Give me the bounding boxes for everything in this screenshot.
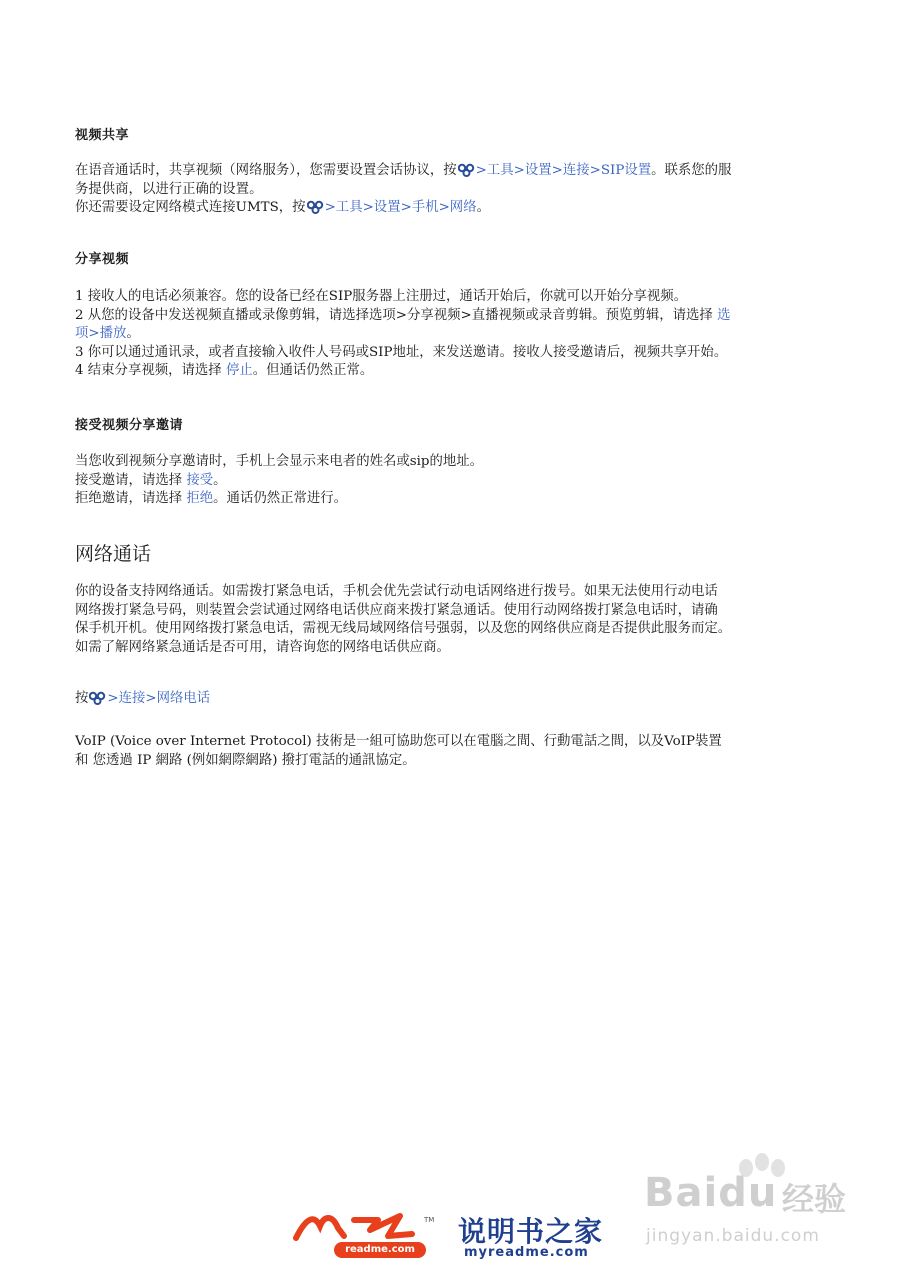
network-path-link[interactable]: >工具>设置>手机>网络 [324,200,477,215]
logo-sub: readme.com [334,1242,426,1258]
baidu-brand: Baidu [644,1170,778,1216]
video-share-paragraph [75,162,841,218]
net-call-paragraph [75,583,841,657]
text-span: 。 [476,200,490,215]
section-title-accept-invite: 接受视频分享邀请 [75,418,184,433]
step-1: 1 接收人的电话必须兼容。您的设备已经在SIP服务器上注册过，通话开始后，你就可以开始分享视频。 [75,289,688,304]
text-line: 保手机开机。使用网络拨打紧急电话，需视无线局域网络信号强弱，以及您的网络供应商是否提供此服务而定。 [75,621,732,636]
net-call-path-link[interactable]: >连接>网络电话 [107,691,211,706]
watermark-url: jingyan.baidu.com [646,1226,820,1246]
menu-key-icon [307,200,324,214]
text-span: 。联系您的服 [651,163,732,178]
text-line: 你的设备支持网络通话。如需拨打紧急电话，手机会优先尝试行动电话网络进行拨号。如果无法使用行动电话 [75,584,718,599]
voip-paragraph [75,733,841,770]
net-call-path [75,690,841,709]
share-video-steps [75,288,841,381]
step-3: 3 你可以通过通讯录，或者直接输入收件人号码或SIP地址，来发送邀请。接收人接受邀请后，视频共享开始。 [75,344,728,360]
text-line: 网络拨打紧急号码，则装置会尝试通过网络电话供应商来拨打紧急通话。使用行动网络拨打紧急电话时，请确 [75,602,718,618]
section-title-video-share: 视频共享 [75,128,130,143]
play-link[interactable]: 项>播放 [75,326,127,341]
section-title-share-video: 分享视频 [75,252,130,267]
readme-brand [458,1210,618,1270]
myreadme-logo [292,1208,442,1268]
section-title-net-call: 网络通话 [75,543,152,565]
text-span: 。 [213,472,227,488]
text-span: 接受邀请，请选择 [75,472,187,488]
brand-cn: 说明书之家 [458,1215,604,1248]
settings-path-link[interactable]: >工具>设置>连接>SIP设置 [475,163,652,178]
text-span: 拒绝邀请，请选择 [75,491,187,506]
text-line: 当您收到视频分享邀请时，手机上会显示来电者的姓名或sip的地址。 [75,454,484,469]
options-link[interactable]: 选 [717,307,731,323]
menu-key-icon [89,691,106,705]
logo-tm: TM [424,1216,435,1224]
text-line: VoIP (Voice over Internet Protocol) 技術是一組可協助您可以在電腦之間、行動電話之間，以及VoIP裝置 [75,734,722,749]
text-line: 如需了解网络紧急通话是否可用，请咨询您的网络电话供应商。 [75,639,450,655]
stop-link[interactable]: 停止 [225,363,253,378]
text-span: 2 从您的设备中发送视频直播或录像剪辑，请选择选项>分享视频>直播视频或录音剪辑。预览剪辑，请选择 [75,307,718,323]
text-line: 务提供商，以进行正确的设置。 [75,181,263,197]
text-span: 。但通话仍然正常。 [252,363,374,378]
accept-invite-paragraph [75,453,841,509]
reject-link[interactable]: 拒绝 [186,491,214,506]
baidu-watermark [640,1150,860,1260]
brand-url: myreadme.com [464,1245,589,1260]
text-line: 和 您透過 IP 網路 (例如網際網路) 撥打電話的通訊協定。 [75,752,416,768]
text-span: 按 [75,691,89,706]
jingyan-cn: 经验 [782,1180,847,1218]
text-span: 4 结束分享视频，请选择 [75,363,226,378]
text-span: 你还需要设定网络模式连接UMTS，按 [75,200,306,215]
text-span: 。通话仍然正常进行。 [213,491,348,506]
text-span: 。 [126,326,140,341]
menu-key-icon [458,163,475,177]
text-span: 在语音通话时，共享视频（网络服务），您需要设置会话协议，按 [75,163,457,178]
accept-link[interactable]: 接受 [186,472,214,488]
